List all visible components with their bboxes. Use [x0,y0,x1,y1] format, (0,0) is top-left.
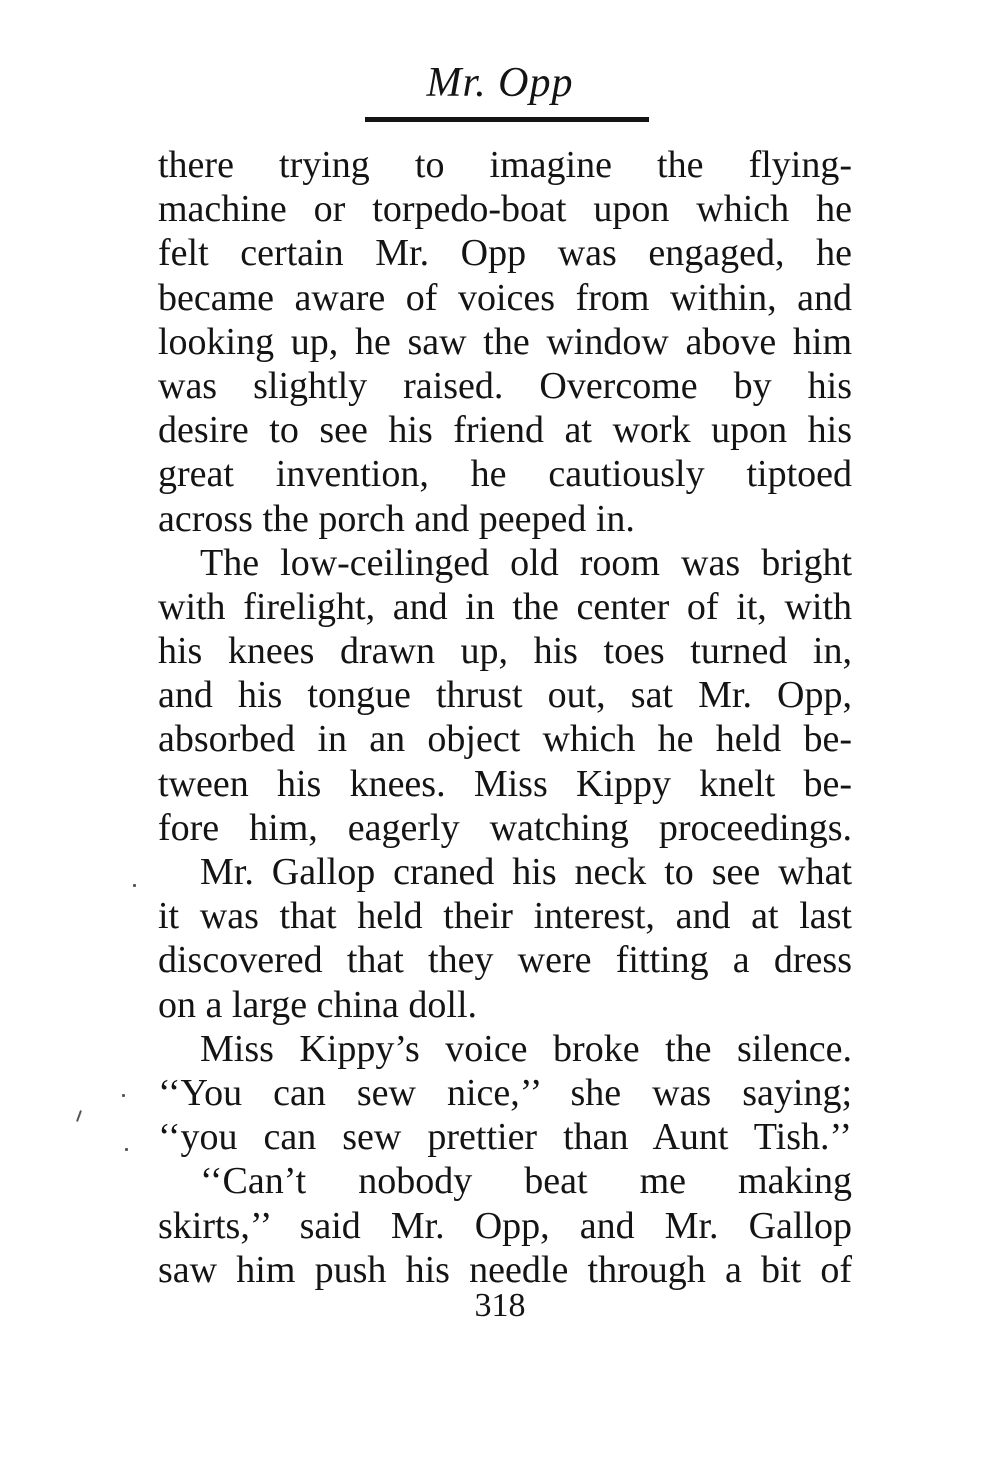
text-line: discovered that they were fitting a dress [158,939,852,982]
text-line: and his tongue thrust out, sat Mr. Opp, [158,674,852,717]
text-line: desire to see his friend at work upon his [158,409,852,452]
text-line: looking up, he saw the window above him [158,320,852,363]
text-line-paragraph-start: Miss Kippy’s voice broke the silence. [200,1027,852,1070]
text-line: saw him push his needle through a bit of [158,1248,852,1291]
text-line: felt certain Mr. Opp was engaged, he [158,232,852,275]
text-line-paragraph-start: ‘‘Can’t nobody beat me making [200,1160,852,1203]
text-line: his knees drawn up, his toes turned in, [158,630,852,673]
running-head: Mr. Opp [426,60,574,106]
body-text [158,143,852,1292]
page-number: 318 [474,1287,526,1324]
text-line: machine or torpedo-boat upon which he [158,188,852,231]
text-line: absorbed in an object which he held be- [158,718,852,761]
text-line: great invention, he cautiously tiptoed [158,453,852,496]
text-line: it was that held their interest, and at last [158,895,852,938]
print-speck [133,884,136,887]
text-line-paragraph-start: The low-ceilinged old room was bright [200,541,852,584]
header-rule [365,117,649,122]
print-speck [122,1094,125,1097]
text-line-paragraph-end: ‘‘you can sew prettier than Aunt Tish.’’ [158,1116,852,1159]
text-line-paragraph-end: across the porch and peeped in. [158,497,635,540]
text-line-paragraph-end: on a large china doll. [158,983,478,1026]
text-line: skirts,’’ said Mr. Opp, and Mr. Gallop [158,1204,852,1247]
text-line: ‘‘You can sew nice,’’ she was saying; [158,1071,852,1114]
text-line: tween his knees. Miss Kippy knelt be- [158,762,852,805]
text-line: with firelight, and in the center of it, with [158,585,852,628]
text-line: became aware of voices from within, and [158,276,852,319]
text-line: there trying to imagine the flying- [158,144,852,186]
print-speck [125,1148,128,1151]
print-speck [76,1110,82,1122]
text-line-paragraph-end: fore him, eagerly watching proceedings. [158,806,852,849]
text-line: was slightly raised. Overcome by his [158,364,852,407]
text-line-paragraph-start: Mr. Gallop craned his neck to see what [200,851,852,893]
